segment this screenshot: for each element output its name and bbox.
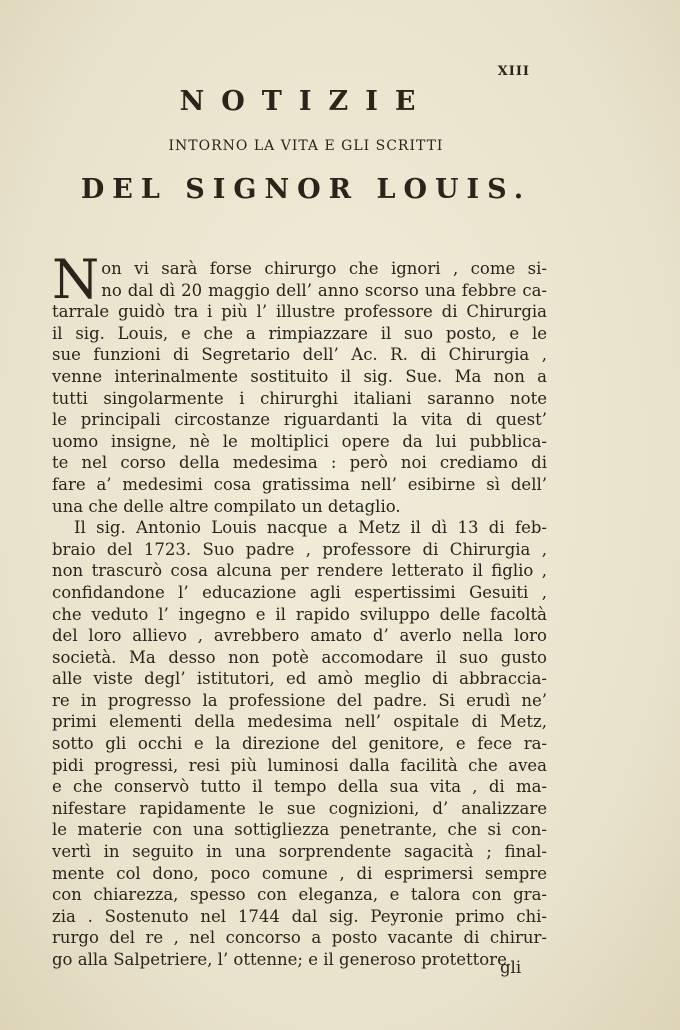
text-line: confidandone l’ educazione agli espertissimi Gesuiti , xyxy=(52,582,547,602)
text-line: le principali circostanze riguardanti la vita di quest’ xyxy=(52,410,547,430)
text-line: alle viste degl’ istitutori, ed amò meglio di abbraccia- xyxy=(52,669,547,689)
text-line: nifestare rapidamente le sue cognizioni, d’ analizzare xyxy=(52,798,547,818)
text-line: primi elementi della medesima nell’ ospitale di Metz, xyxy=(52,712,547,732)
text-line: venne interinalmente sostituito il sig. Sue. Ma non a xyxy=(52,366,547,386)
text-line: rurgo del re , nel concorso a posto vacante di chirur- xyxy=(52,928,547,948)
text-line: società. Ma desso non potè accomodare il suo gusto xyxy=(52,647,547,667)
catchword: gli xyxy=(500,958,522,977)
paragraph-2 xyxy=(52,517,547,970)
title-notizie: NOTIZIE xyxy=(179,86,433,117)
text-line: no dal dì 20 maggio dell’ anno scorso una febbre ca- xyxy=(101,280,547,300)
text-line: mente col dono, poco comune , di esprimersi sempre xyxy=(52,863,547,883)
text-line: sue funzioni di Segretario dell’ Ac. R. di Chirurgia , xyxy=(52,345,547,365)
text-line: pidi progressi, resi più luminosi dalla facilità che avea xyxy=(52,755,547,775)
text-line: e che conservò tutto il tempo della sua vita , di ma- xyxy=(52,777,547,797)
text-line: braio del 1723. Suo padre , professore di Chirurgia , xyxy=(52,539,547,559)
title-signor-louis: DEL SIGNOR LOUIS. xyxy=(80,174,532,205)
text-line: te nel corso della medesima : però noi crediamo di xyxy=(52,453,547,473)
paragraph-1 xyxy=(52,248,547,517)
title-subtitle: INTORNO LA VITA E GLI SCRITTI xyxy=(168,138,444,154)
page-number: XIII xyxy=(497,64,530,79)
body-text xyxy=(52,248,547,971)
text-line: re in progresso la professione del padre. Si erudì ne’ xyxy=(52,690,547,710)
text-line: le materie con una sottigliezza penetrante, che si con- xyxy=(52,820,547,840)
text-line: il sig. Louis, e che a rimpiazzare il suo posto, e le xyxy=(52,323,547,343)
text-line: una che delle altre compilato un detaglio. xyxy=(52,496,401,516)
text-line: che veduto l’ ingegno e il rapido sviluppo delle facoltà xyxy=(52,604,547,624)
text-line: zia . Sostenuto nel 1744 dal sig. Peyronie primo chi- xyxy=(52,906,547,926)
text-line: uomo insigne, nè le moltiplici opere da lui pubblica- xyxy=(52,431,547,451)
text-line: non trascurò cosa alcuna per rendere letterato il figlio , xyxy=(52,561,547,581)
text-line: con chiarezza, spesso con eleganza, e talora con gra- xyxy=(52,885,547,905)
text-line: go alla Salpetriere, l’ ottenne; e il generoso protettore xyxy=(52,950,507,969)
text-line: sotto gli occhi e la direzione del genitore, e fece ra- xyxy=(52,734,547,754)
text-line: tutti singolarmente i chirurghi italiani saranno note xyxy=(52,388,547,408)
text-line: del loro allievo , avrebbero amato d’ averlo nella loro xyxy=(52,626,547,646)
drop-cap: N xyxy=(52,248,100,311)
text-line: fare a’ medesimi cosa gratissima nell’ esibirne sì dell’ xyxy=(52,474,547,494)
text-line: Il sig. Antonio Louis nacque a Metz il dì 13 di feb- xyxy=(74,518,547,538)
text-line: vertì in seguito in una sorprendente sagacità ; final- xyxy=(52,842,547,862)
text-line: tarrale guidò tra i più l’ illustre professore di Chirurgia xyxy=(52,302,547,322)
text-line: on vi sarà forse chirurgo che ignori , come si- xyxy=(101,259,547,278)
